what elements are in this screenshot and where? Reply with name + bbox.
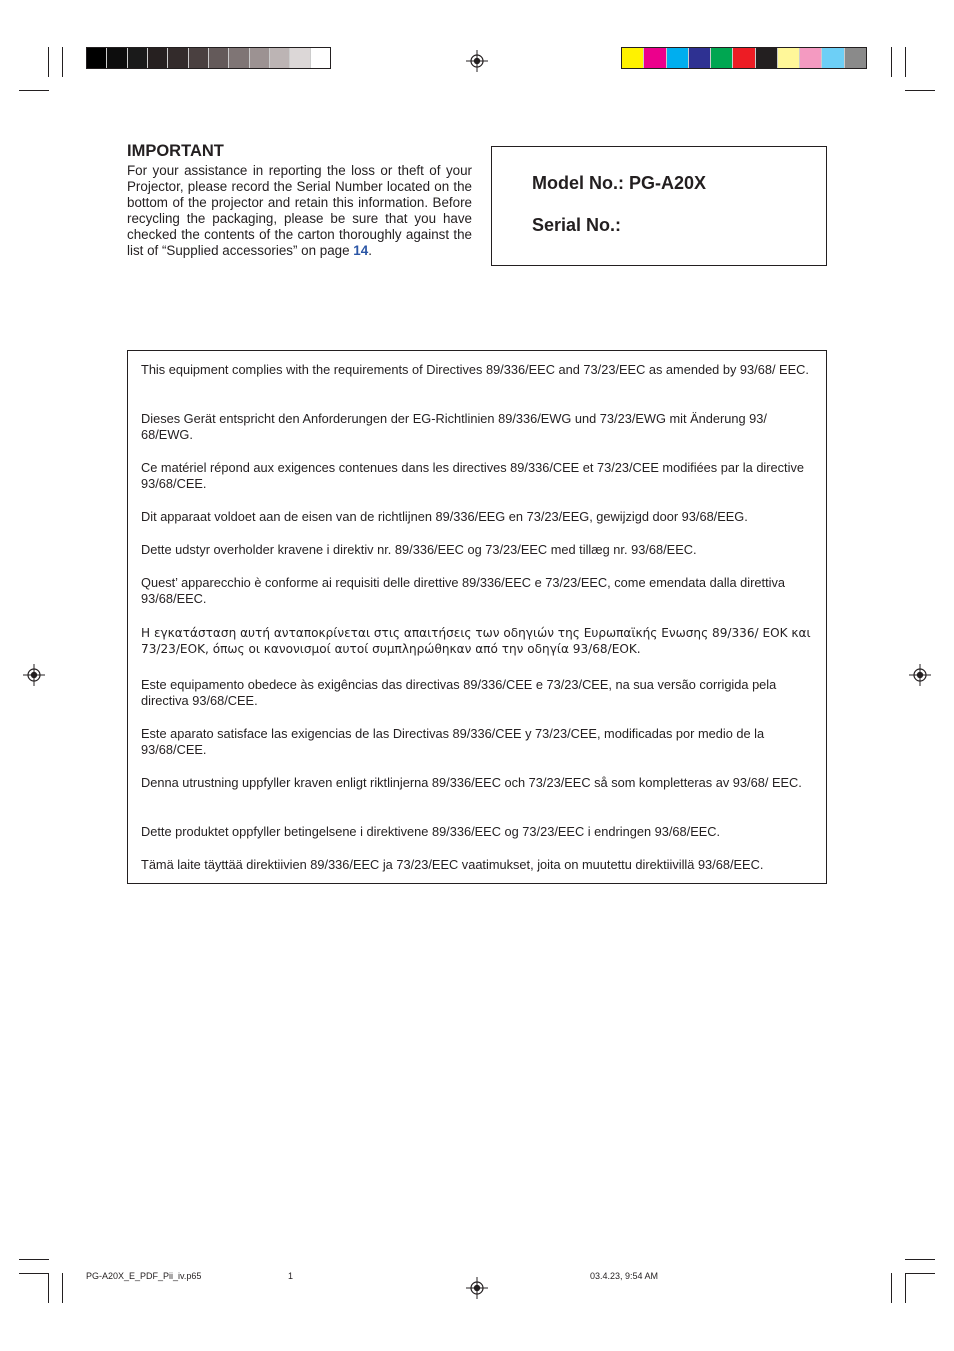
important-text — [127, 163, 472, 259]
footer-page-number: 1 — [288, 1271, 294, 1281]
grayscale-swatch — [249, 48, 269, 68]
color-swatch — [643, 48, 665, 68]
color-swatch — [688, 48, 710, 68]
color-swatch — [732, 48, 754, 68]
color-swatch — [710, 48, 732, 68]
grayscale-swatch — [106, 48, 126, 68]
color-swatch — [777, 48, 799, 68]
color-swatch — [799, 48, 821, 68]
grayscale-swatch — [228, 48, 248, 68]
directive-statement-en: This equipment complies with the requirements of Directives 89/336/EEC and 73/23/EEC as amended by 93/68/ EEC. — [141, 362, 809, 377]
directive-statement-el: Η εγκατάσταση αυτή ανταποκρίνεται στις απαιτήσεις των οδηγιών της Ευρωπαϊκής Ενωσης 89/336/ ΕΟΚ και 73/23/ΕΟΚ, όπως οι κανονισμοί αυτοί συμπληρώθηκαν από την οδηγία 93/68/ΕΟΚ. — [141, 626, 811, 656]
directive-statement-da: Dette udstyr overholder kravene i direktiv nr. 89/336/EEC og 73/23/EEC med tillæg nr. 93/68/EEC. — [141, 542, 697, 557]
grayscale-swatch — [310, 48, 330, 68]
page-reference-link[interactable]: 14 — [353, 243, 369, 258]
directive-statement-no: Dette produktet oppfyller betingelsene i direktivene 89/336/EEC og 73/23/EEC i endringen 93/68/EEC. — [141, 824, 721, 839]
serial-number-label: Serial No.: — [532, 215, 622, 235]
important-body: For your assistance in reporting the loss or theft of your Projector, please record the Serial Number located on the bottom of the projector and retain this information. Before recycling the packaging, please be sure that you have checked the contents of the carton thoroughly against the list of “Supplied accessories” on page — [127, 163, 472, 258]
grayscale-swatch — [147, 48, 167, 68]
footer-file-name: PG-A20X_E_PDF_Pii_iv.p65 — [86, 1271, 202, 1281]
grayscale-swatch — [208, 48, 228, 68]
directive-statement-it: Quest’ apparecchio è conforme ai requisiti delle direttive 89/336/EEC e 73/23/EEC, come emendata dalla direttiva 93/68/EEC. — [141, 575, 785, 606]
color-swatch — [666, 48, 688, 68]
grayscale-swatch — [127, 48, 147, 68]
grayscale-color-bar — [86, 47, 331, 69]
directives-compliance-box — [127, 350, 827, 884]
color-swatch — [844, 48, 866, 68]
directive-statement-de: Dieses Gerät entspricht den Anforderungen der EG-Richtlinien 89/336/EWG und 73/23/EWG mit Änderung 93/ 68/EWG. — [141, 411, 767, 442]
cmyk-color-bar — [621, 47, 867, 69]
color-swatch — [622, 48, 643, 68]
registration-mark-icon — [23, 664, 45, 686]
directive-statement-pt: Este equipamento obedece às exigências das directivas 89/336/CEE e 73/23/CEE, na sua versão corrigida pela directiva 93/68/CEE. — [141, 677, 777, 708]
registration-mark-icon — [909, 664, 931, 686]
directive-statement-fi: Tämä laite täyttää direktiivien 89/336/EEC ja 73/23/EEC vaatimukset, joita on muutettu direktiivillä 93/68/EEC. — [141, 857, 764, 872]
directive-statement-sv: Denna utrustning uppfyller kraven enligt riktlinjerna 89/336/EEC och 73/23/EEC så som kompletteras av 93/68/ EEC. — [141, 775, 802, 790]
grayscale-swatch — [269, 48, 289, 68]
grayscale-swatch — [87, 48, 106, 68]
important-end: . — [368, 243, 372, 258]
directive-statement-es: Este aparato satisface las exigencias de las Directivas 89/336/CEE y 73/23/CEE, modificadas por medio de la 93/68/CEE. — [141, 726, 765, 757]
directive-statement-nl: Dit apparaat voldoet aan de eisen van de richtlijnen 89/336/EEG en 73/23/EEG, gewijzigd door 93/68/EEG. — [141, 509, 748, 524]
registration-mark-icon — [466, 50, 488, 72]
model-number-label: Model No.: PG-A20X — [532, 173, 707, 193]
important-heading: IMPORTANT — [127, 142, 224, 160]
directive-statement-fr: Ce matériel répond aux exigences contenues dans les directives 89/336/CEE et 73/23/CEE modifiées par la directive 93/68/CEE. — [141, 460, 804, 491]
footer-timestamp: 03.4.23, 9:54 AM — [590, 1271, 659, 1281]
grayscale-swatch — [289, 48, 309, 68]
color-swatch — [821, 48, 843, 68]
model-serial-box — [491, 146, 827, 266]
registration-mark-icon — [466, 1277, 488, 1299]
grayscale-swatch — [167, 48, 187, 68]
color-swatch — [755, 48, 777, 68]
grayscale-swatch — [188, 48, 208, 68]
